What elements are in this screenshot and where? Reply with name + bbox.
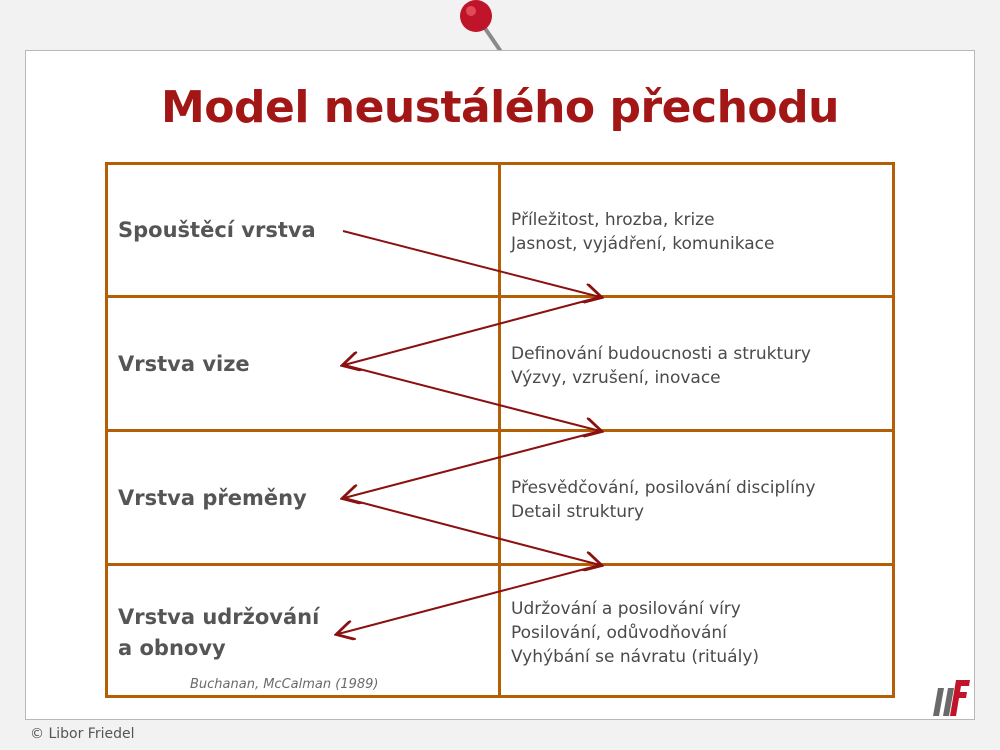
arrow-segment (344, 297, 600, 365)
description-line: Jasnost, vyjádření, komunikace (511, 234, 775, 254)
layer-label-maintenance-line2: a obnovy (118, 636, 226, 660)
description-line: Přesvědčování, posilování disciplíny (511, 478, 816, 498)
description-line: Příležitost, hrozba, krize (511, 210, 715, 230)
description-line: Výzvy, vzrušení, inovace (511, 368, 721, 388)
description-line: Udržování a posilování víry (511, 599, 741, 619)
copyright: © Libor Friedel (30, 726, 135, 742)
slide-title: Model neustálého přechodu (161, 82, 839, 133)
arrow-segment (338, 565, 600, 634)
description-line: Detail struktury (511, 502, 645, 522)
layer-label-maintenance-line1: Vrstva udržování (118, 605, 320, 629)
layer-label-vision: Vrstva vize (118, 352, 250, 376)
arrow-segment (343, 231, 600, 297)
description-line: Posilování, odůvodňování (511, 623, 727, 643)
layer-label-transformation: Vrstva přeměny (118, 486, 307, 510)
description-line: Vyhýbání se návratu (rituály) (511, 647, 760, 667)
arrow-segment (344, 365, 600, 431)
citation: Buchanan, McCalman (1989) (190, 677, 379, 692)
arrow-segment (344, 498, 600, 565)
logo-icon (932, 676, 972, 718)
description-line: Definování budoucnosti a struktury (511, 344, 811, 364)
arrow-segment (344, 431, 600, 498)
layer-label-trigger: Spouštěcí vrstva (118, 218, 316, 242)
